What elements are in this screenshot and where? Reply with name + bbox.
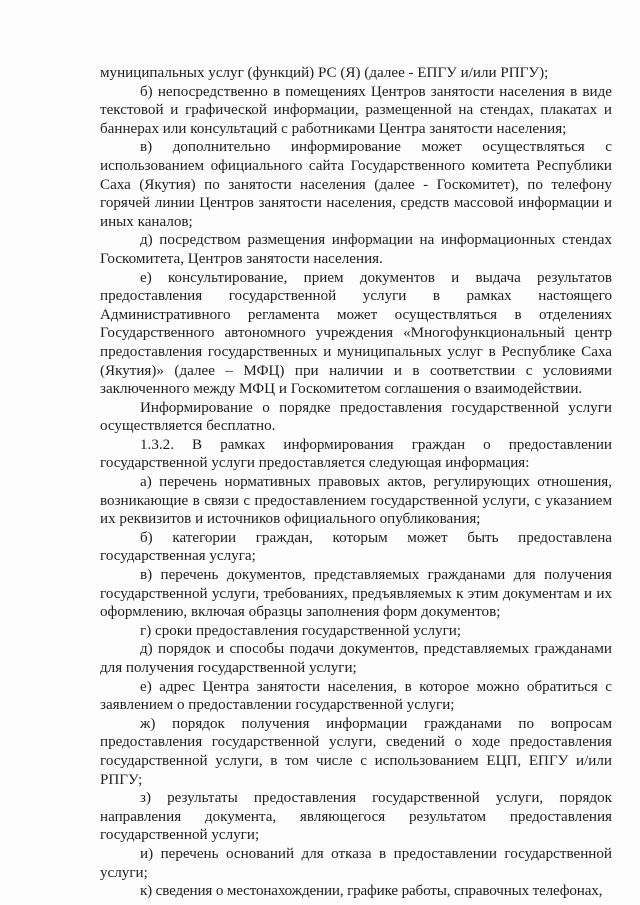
paragraph-12: д) порядок и способы подачи документов, представляемых гражданами для получения государственной услуги; bbox=[100, 641, 612, 676]
paragraph-17: к) сведения о местонахождении, графике работы, справочных телефонах, bbox=[140, 883, 603, 900]
paragraph-8: а) перечень нормативных правовых актов, регулирующих отношения, возникающие в связи с предоставлением государственной услуги, с указанием их реквизитов и источников официального опубликования; bbox=[100, 474, 612, 528]
paragraph-3: в) дополнительно информирование может осуществляться с использованием официального сайта Государственного комитета Республики Саха (Якутия) по занятости населения (далее - Госкомитет), по телефону горячей линии Центров занятости населения, средств массовой информации и иных каналов; bbox=[100, 139, 612, 230]
paragraph-10: в) перечень документов, представляемых гражданами для получения государственной услуги, требованиях, предъявляемых к этим документам и их оформлению, включая образцы заполнения форм документов; bbox=[100, 567, 612, 621]
paragraph-9: б) категории граждан, которым может быть предоставлена государственная услуга; bbox=[100, 529, 612, 565]
paragraph-16: и) перечень оснований для отказа в предоставлении государственной услуги; bbox=[100, 845, 612, 881]
paragraph-5: е) консультирование, прием документов и выдача результатов предоставления государственной услуги в рамках настоящего Административного регламента может осуществляться в отделениях Государственного автономного учреждения «Многофункциональный центр предоставления государственных и муниципальных услуг в Республике Саха (Якутия)» (далее – МФЦ) при наличии и в соответствии с условиями заключенного между МФЦ и Госкомитетом соглашения о взаимодействии. bbox=[100, 269, 612, 398]
paragraph-14: ж) порядок получения информации гражданами по вопросам предоставления государственной услуги, сведений о ходе предоставления государственной услуги, в том числе с использованием ЕЦП, ЕПГУ и/или РПГУ; bbox=[100, 715, 612, 788]
paragraph-15: з) результаты предоставления государственной услуги, порядок направления документа, являющегося результатом предоставления государственной услуги; bbox=[100, 790, 612, 844]
paragraph-4: д) посредством размещения информации на информационных стендах Госкомитета, Центров занятости населения. bbox=[100, 232, 612, 267]
document-body bbox=[100, 64, 612, 901]
paragraph-2: б) непосредственно в помещениях Центров занятости населения в виде текстовой и графической информации, размещенной на стендах, плакатах и баннерах или консультаций с работниками Центра занятости населения; bbox=[100, 83, 612, 137]
paragraph-1: муниципальных услуг (функций) РС (Я) (далее - ЕПГУ и/или РПГУ); bbox=[100, 65, 549, 81]
paragraph-11: г) сроки предоставления государственной услуги; bbox=[140, 622, 462, 639]
paragraph-7: 1.3.2. В рамках информирования граждан о предоставлении государственной услуги предоставляется следующая информация: bbox=[100, 436, 612, 472]
paragraph-6: Информирование о порядке предоставления государственной услуги осуществляется бесплатно. bbox=[100, 399, 612, 435]
paragraph-13: е) адрес Центра занятости населения, в которое можно обратиться с заявлением о предоставлении государственной услуги; bbox=[100, 678, 612, 714]
